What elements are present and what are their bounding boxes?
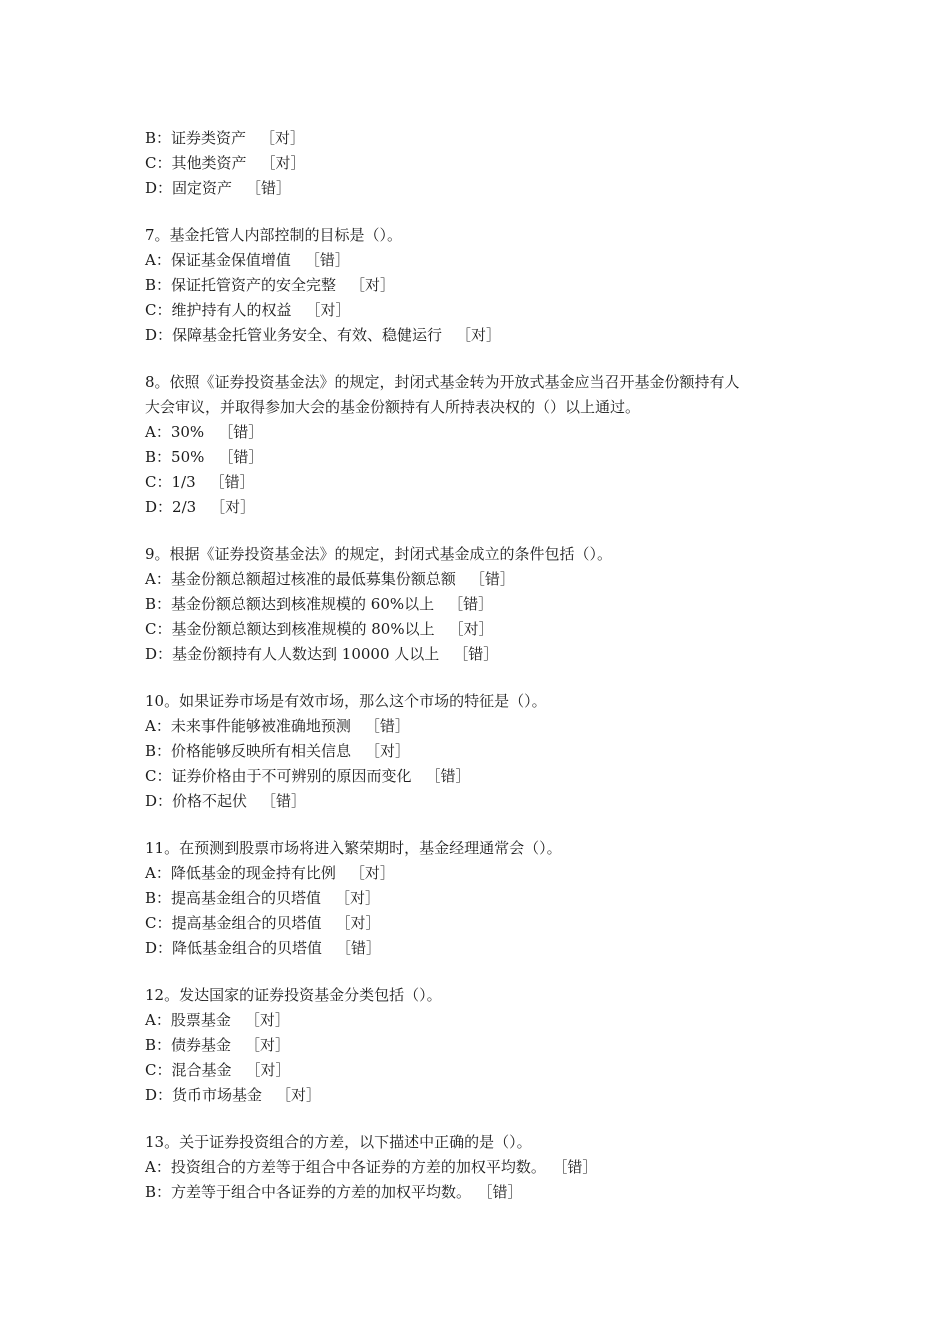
option-text: 基金份额总额达到核准规模的 80%以上 [171,620,435,638]
option-line [145,248,825,273]
option-text: 降低基金的现金持有比例 [170,864,336,882]
answer-mark: ［对］ [456,326,502,344]
option-text: 价格能够反映所有相关信息 [171,742,352,760]
option-text: 未来事件能够被准确地预测 [170,717,351,735]
option-line [145,176,825,201]
question-gap [145,1108,825,1130]
option-label: D： [145,645,173,663]
option-text: 提高基金组合的贝塔值 [171,889,322,907]
option-label: B： [145,129,172,147]
option-label: B： [145,595,172,613]
answer-mark: ［错］ [469,570,515,588]
question-text: 12。发达国家的证券投资基金分类包括（）。 [145,986,442,1004]
option-label: C： [145,914,172,932]
question-text: 9。根据《证券投资基金法》的规定，封闭式基金成立的条件包括（）。 [145,545,613,563]
option-text: 证券价格由于不可辨别的原因而变化 [171,767,412,785]
option-text: 保障基金托管业务安全、有效、稳健运行 [172,326,443,344]
option-text: 证券类资产 [171,129,247,147]
option-text: 价格不起伏 [172,792,248,810]
option-line [145,642,825,667]
option-line [145,764,825,789]
option-line [145,739,825,764]
answer-mark: ［错］ [485,1183,523,1201]
question-text: 13。关于证券投资组合的方差，以下描述中正确的是（）。 [145,1133,532,1151]
option-line [145,470,825,495]
question-gap [145,961,825,983]
quiz-content [145,126,825,1205]
option-line [145,567,825,592]
answer-mark: ［对］ [335,914,381,932]
answer-mark: ［对］ [305,301,351,319]
answer-mark: ［对］ [245,1061,291,1079]
option-line [145,1083,825,1108]
option-line [145,273,825,298]
answer-mark: ［错］ [448,595,494,613]
answer-mark: ［对］ [210,498,256,516]
option-line [145,886,825,911]
question-text: 7。基金托管人内部控制的目标是（）。 [145,226,403,244]
option-label: C： [145,473,172,491]
question-gap [145,814,825,836]
option-text: 固定资产 [172,179,233,197]
question-text: 11。在预测到股票市场将进入繁荣期时，基金经理通常会（）。 [145,839,562,857]
option-text: 提高基金组合的贝塔值 [171,914,322,932]
option-line [145,1155,825,1180]
option-label: C： [145,301,172,319]
option-line [145,445,825,470]
option-line [145,617,825,642]
question-gap [145,201,825,223]
answer-mark: ［错］ [304,251,350,269]
option-label: B： [145,1183,172,1201]
option-label: C： [145,1061,172,1079]
option-label: B： [145,1036,172,1054]
option-label: A： [145,1011,171,1029]
option-text: 30% [170,423,205,441]
option-text: 保证基金保值增值 [170,251,291,269]
option-label: D： [145,939,173,957]
option-line [145,298,825,323]
carry-over-options [145,126,825,201]
option-text: 维护持有人的权益 [171,301,292,319]
answer-mark: ［错］ [218,448,264,466]
option-label: A： [145,1158,171,1176]
option-line [145,151,825,176]
question-block [145,1130,825,1205]
option-line [145,420,825,445]
answer-mark: ［错］ [246,179,292,197]
answer-mark: ［错］ [261,792,307,810]
answer-mark: ［错］ [425,767,471,785]
option-text: 其他类资产 [171,154,247,172]
option-label: A： [145,864,171,882]
option-text: 2/3 [172,498,197,516]
answer-mark: ［错］ [453,645,499,663]
option-text: 股票基金 [170,1011,231,1029]
question-gap [145,520,825,542]
option-text: 50% [171,448,205,466]
option-line [145,323,825,348]
option-label: B： [145,889,172,907]
answer-mark: ［对］ [365,742,411,760]
option-text: 混合基金 [171,1061,232,1079]
option-label: C： [145,620,172,638]
option-text: 基金份额持有人人数达到 10000 人以上 [172,645,440,663]
option-label: D： [145,179,173,197]
option-line [145,495,825,520]
option-text: 货币市场基金 [172,1086,263,1104]
question-block [145,223,825,348]
question-text: 10。如果证券市场是有效市场，那么这个市场的特征是（）。 [145,692,547,710]
option-text: 降低基金组合的贝塔值 [172,939,323,957]
question-block [145,689,825,814]
answer-mark: ［对］ [260,129,306,147]
question-text: 8。依照《证券投资基金法》的规定，封闭式基金转为开放式基金应当召开基金份额持有人 [145,373,740,391]
answer-mark: ［对］ [260,154,306,172]
option-text: 债券基金 [171,1036,232,1054]
option-line [145,1008,825,1033]
answer-mark: ［错］ [209,473,255,491]
option-line [145,714,825,739]
option-label: A： [145,717,171,735]
answer-mark: ［对］ [245,1036,291,1054]
option-label: A： [145,251,171,269]
answer-mark: ［错］ [364,717,410,735]
option-line [145,126,825,151]
option-label: D： [145,792,173,810]
question-gap [145,348,825,370]
option-line [145,592,825,617]
option-label: B： [145,276,172,294]
option-line [145,861,825,886]
option-line [145,789,825,814]
question-block [145,836,825,961]
option-label: C： [145,154,172,172]
question-block [145,542,825,667]
option-text: 方差等于组合中各证券的方差的加权平均数。 [171,1183,472,1201]
answer-mark: ［错］ [559,1158,598,1176]
option-text: 投资组合的方差等于组合中各证券的方差的加权平均数。 [170,1158,546,1176]
answer-mark: ［错］ [336,939,382,957]
question-list [145,201,825,1205]
answer-mark: ［对］ [349,864,395,882]
answer-mark: ［对］ [244,1011,290,1029]
option-label: A： [145,570,171,588]
option-line [145,1180,825,1205]
answer-mark: ［对］ [350,276,396,294]
option-label: D： [145,326,173,344]
option-text: 保证托管资产的安全完整 [171,276,337,294]
question-block [145,983,825,1108]
question-gap [145,667,825,689]
option-line [145,911,825,936]
option-text: 基金份额总额超过核准的最低募集份额总额 [170,570,456,588]
option-label: C： [145,767,172,785]
option-line [145,1033,825,1058]
option-text: 1/3 [171,473,196,491]
option-line [145,936,825,961]
option-label: D： [145,498,173,516]
option-label: A： [145,423,171,441]
answer-mark: ［对］ [276,1086,322,1104]
answer-mark: ［对］ [448,620,494,638]
option-label: B： [145,742,172,760]
question-block [145,370,825,520]
option-text: 基金份额总额达到核准规模的 60%以上 [171,595,435,613]
option-label: B： [145,448,172,466]
answer-mark: ［对］ [335,889,381,907]
option-label: D： [145,1086,173,1104]
option-line [145,1058,825,1083]
question-text: 大会审议，并取得参加大会的基金份额持有人所持表决权的（）以上通过。 [145,398,641,416]
answer-mark: ［错］ [218,423,264,441]
